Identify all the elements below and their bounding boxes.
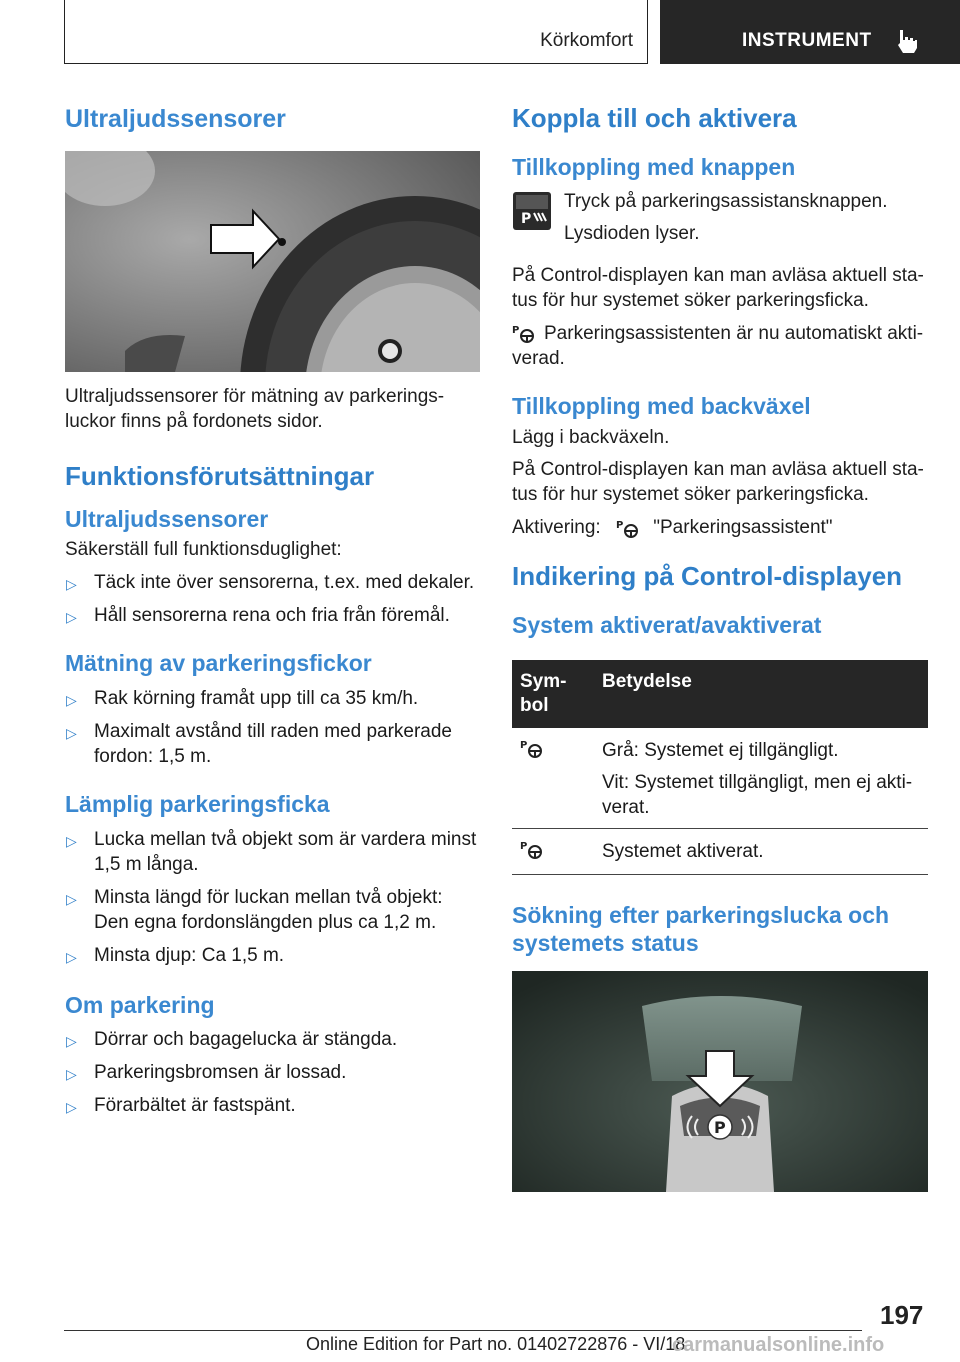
symbol-table xyxy=(512,660,928,875)
reverse-text: Lägg i backväxeln. xyxy=(512,427,670,449)
left-column xyxy=(65,98,480,1118)
heading-ultrasonic-sub: Ultraljudssensorer xyxy=(65,505,269,532)
image-search-status xyxy=(512,971,928,1192)
led-text: Lysdioden lyser. xyxy=(564,223,700,245)
parking-assistant-active-icon xyxy=(520,839,544,859)
control-text-1a: På Control-displayen kan man avläsa aktuell sta- xyxy=(512,265,924,287)
heading-by-reverse: Tillkoppling med backväxel xyxy=(512,393,811,420)
caption-line-2: luckor finns på fordonets sidor. xyxy=(65,411,323,432)
svg-text:P: P xyxy=(714,1117,726,1137)
control-text-2a: På Control-displayen kan man avläsa aktuell sta- xyxy=(512,459,924,481)
heading-by-button: Tillkoppling med knappen xyxy=(512,153,796,180)
header-section-title: Körkomfort xyxy=(540,30,633,51)
heading-parking: Om parkering xyxy=(65,991,215,1018)
auto-activated-paragraph xyxy=(512,321,928,371)
meaning-cell: Grå: Systemet ej tillgängligt. Vit: Systemet tillgängligt, men ej akti- verat. xyxy=(594,728,928,829)
bullet-triangle-icon: ▷ xyxy=(66,948,77,965)
bullet-triangle-icon: ▷ xyxy=(66,609,77,626)
svg-text:P: P xyxy=(512,325,520,337)
col-meaning-header: Betydelse xyxy=(594,660,928,728)
edition-text: Online Edition for Part no. 01402722876 - VI/18 xyxy=(306,1334,686,1354)
list-item: ▷ Rak körning framåt upp till ca 35 km/h. xyxy=(65,686,480,711)
button-instruction xyxy=(512,189,928,245)
pointing-hand-icon xyxy=(896,28,918,54)
auto-text-a: Parkeringsassistenten är nu automatiskt akti- xyxy=(544,323,924,345)
list-item: ▷ Maximalt avstånd till raden med parkerade fordon: 1,5 m. xyxy=(66,721,453,768)
symbol-cell xyxy=(512,728,594,829)
heading-prerequisites: Funktionsförutsättningar xyxy=(65,461,375,491)
bullet-triangle-icon: ▷ xyxy=(66,692,77,709)
bullet-triangle-icon: ▷ xyxy=(66,725,77,742)
bullet-triangle-icon: ▷ xyxy=(66,832,77,849)
bullet-triangle-icon: ▷ xyxy=(66,890,77,907)
header-chapter-title: INSTRUMENT xyxy=(742,30,872,51)
parking-assistant-icon xyxy=(512,323,536,343)
list-item: ▷ Täck inte över sensorerna, t.ex. med dekaler. xyxy=(65,570,480,595)
heading-measuring: Mätning av parkeringsfickor xyxy=(65,650,372,677)
table-header-row xyxy=(512,660,928,728)
control-text-1b: tus för hur systemet söker parkeringsficka. xyxy=(512,290,869,312)
parking-assistant-icon xyxy=(616,518,640,538)
bullet-triangle-icon: ▷ xyxy=(66,1066,77,1083)
list-item: ▷ Dörrar och bagagelucka är stängda. xyxy=(65,1027,480,1052)
list-item: ▷ Parkeringsbromsen är lossad. xyxy=(65,1060,480,1085)
symbol-cell xyxy=(512,828,594,874)
list-item: ▷ Förarbältet är fastspänt. xyxy=(65,1093,480,1118)
heading-system-status: System aktiverat/avaktiverat xyxy=(512,611,822,638)
right-column xyxy=(512,98,928,1192)
bullet-triangle-icon: ▷ xyxy=(66,1099,77,1116)
ensure-text: Säkerställ full funktionsduglighet: xyxy=(65,539,342,561)
list-item: ▷ Håll sensorerna rena och fria från föremål. xyxy=(65,603,480,628)
heading-ultrasonic: Ultraljudssensorer xyxy=(65,105,286,133)
auto-text-b: verad. xyxy=(512,348,565,370)
svg-text:P: P xyxy=(520,840,528,852)
watermark: carmanualsonline.info xyxy=(672,1334,885,1356)
col-symbol-header: Sym- bol xyxy=(512,660,594,728)
control-text-2b: tus för hur systemet söker parkeringsficka. xyxy=(512,484,869,506)
parking-assist-button-icon xyxy=(512,191,552,231)
header-chapter-box xyxy=(660,0,960,64)
footer-rule xyxy=(64,1330,862,1331)
svg-text:P: P xyxy=(615,520,624,532)
activation-line: Aktivering: P "Parkeringsassistent" xyxy=(512,517,833,539)
bullet-triangle-icon: ▷ xyxy=(66,1033,77,1050)
svg-text:P: P xyxy=(521,211,532,228)
meaning-cell: Systemet aktiverat. xyxy=(594,828,928,874)
heading-suitable-space: Lämplig parkeringsficka xyxy=(65,791,330,818)
image-ultrasonic-sensor xyxy=(65,151,480,372)
table-row xyxy=(512,828,928,874)
list-item: ▷ Minsta djup: Ca 1,5 m. xyxy=(65,943,480,968)
parking-assistant-icon xyxy=(520,738,544,758)
page-number: 197 xyxy=(880,1300,924,1330)
svg-text:P: P xyxy=(520,739,528,751)
list-item: ▷ Minsta längd för luckan mellan två objekt: Den egna fordonslängden plus ca 1,2 m. xyxy=(66,886,443,933)
header-section-box xyxy=(64,0,648,64)
table-row xyxy=(512,728,928,829)
list-item: ▷ Lucka mellan två objekt som är vardera minst 1,5 m långa. xyxy=(66,828,477,875)
heading-connect-activate: Koppla till och aktivera xyxy=(512,103,797,133)
bullet-triangle-icon: ▷ xyxy=(66,576,77,593)
heading-indication: Indikering på Control-displayen xyxy=(512,561,903,592)
caption-line-1: Ultraljudssensorer för mätning av parkerings- xyxy=(65,386,445,407)
press-text: Tryck på parkeringsassistansknappen. xyxy=(564,191,888,213)
heading-search-status: Sökning efter parkeringslucka och systemets status xyxy=(512,901,890,956)
